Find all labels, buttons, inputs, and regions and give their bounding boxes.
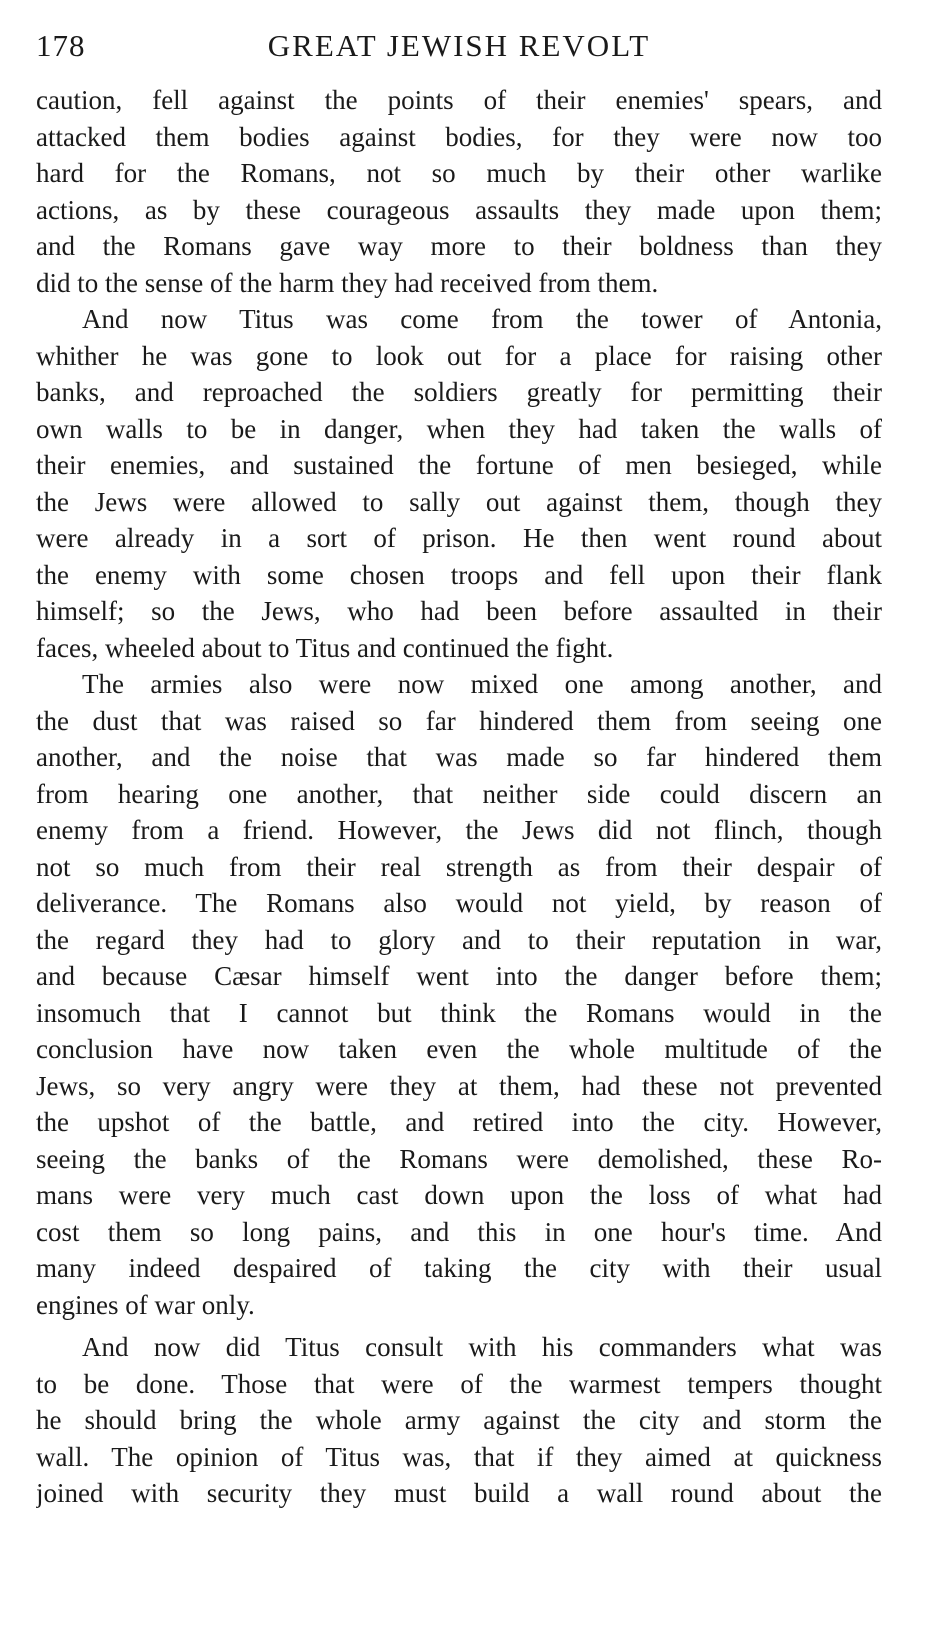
text-line: from hearing one another, that neither side could discern an — [36, 778, 882, 809]
text-line: attacked them bodies against bodies, for they were now too — [36, 121, 882, 152]
text-line: conclusion have now taken even the whole multitude of the — [36, 1034, 882, 1064]
text-line: the upshot of the battle, and retired into the city. However, — [36, 1107, 882, 1137]
text-line: and the Romans gave way more to their boldness than they — [36, 231, 882, 261]
text-line: many indeed despaired of taking the city with their usual — [36, 1253, 882, 1283]
text-line: deliverance. The Romans also would not yield, by reason of — [36, 888, 882, 918]
text-line: the dust that was raised so far hindered them from seeing one — [36, 705, 882, 736]
text-line: hard for the Romans, not so much by their other warlike — [36, 158, 882, 188]
page-number: 178 — [36, 28, 86, 63]
text-line: And now Titus was come from the tower of Antonia, — [82, 304, 882, 334]
text-line: banks, and reproached the soldiers greatly for permitting their — [36, 377, 882, 407]
text-line: seeing the banks of the Romans were demolished, these Ro- — [36, 1143, 882, 1174]
text-line: were already in a sort of prison. He then went round about — [36, 523, 882, 553]
text-line: mans were very much cast down upon the loss of what had — [36, 1180, 882, 1210]
paragraph-2 — [36, 301, 882, 666]
text-line: caution, fell against the points of their enemies' spears, and — [36, 85, 882, 115]
text-line: himself; so the Jews, who had been before assaulted in their — [36, 596, 882, 626]
text-line: enemy from a friend. However, the Jews did not flinch, though — [36, 815, 882, 845]
text-line: the enemy with some chosen troops and fell upon their flank — [36, 559, 882, 590]
text-line: whither he was gone to look out for a place for raising other — [36, 340, 882, 371]
text-line: insomuch that I cannot but think the Romans would in the — [36, 997, 882, 1028]
text-line: the Jews were allowed to sally out against them, though they — [36, 486, 882, 517]
text-line: And now did Titus consult with his commanders what was — [82, 1332, 882, 1362]
text-line: the regard they had to glory and to their reputation in war, — [36, 924, 882, 955]
text-line: own walls to be in danger, when they had taken the walls of — [36, 413, 882, 444]
text-line: joined with security they must build a wall round about the — [36, 1478, 882, 1508]
book-page — [36, 20, 882, 1512]
paragraph-3 — [36, 666, 882, 1323]
paragraph-1 — [36, 82, 882, 301]
text-line: did to the sense of the harm they had received from them. — [36, 267, 659, 298]
text-line: cost them so long pains, and this in one hour's time. And — [36, 1216, 882, 1247]
text-line: engines of war only. — [36, 1289, 255, 1320]
text-line: he should bring the whole army against the city and storm the — [36, 1405, 882, 1435]
text-line: and because Cæsar himself went into the danger before them; — [36, 961, 882, 991]
running-title: GREAT JEWISH REVOLT — [267, 28, 651, 63]
paragraph-4 — [36, 1329, 882, 1512]
text-line: their enemies, and sustained the fortune of men besieged, while — [36, 450, 882, 480]
page-header — [36, 20, 882, 72]
text-line: not so much from their real strength as from their despair of — [36, 851, 882, 882]
text-line: The armies also were now mixed one among another, and — [82, 669, 882, 699]
text-line: faces, wheeled about to Titus and continued the fight. — [36, 632, 614, 663]
text-line: actions, as by these courageous assaults they made upon them; — [36, 194, 882, 225]
body-text — [36, 82, 882, 1512]
text-line: wall. The opinion of Titus was, that if they aimed at quickness — [36, 1441, 882, 1472]
text-line: to be done. Those that were of the warmest tempers thought — [36, 1368, 882, 1399]
text-line: another, and the noise that was made so far hindered them — [36, 742, 882, 772]
text-line: Jews, so very angry were they at them, had these not prevented — [36, 1070, 882, 1101]
